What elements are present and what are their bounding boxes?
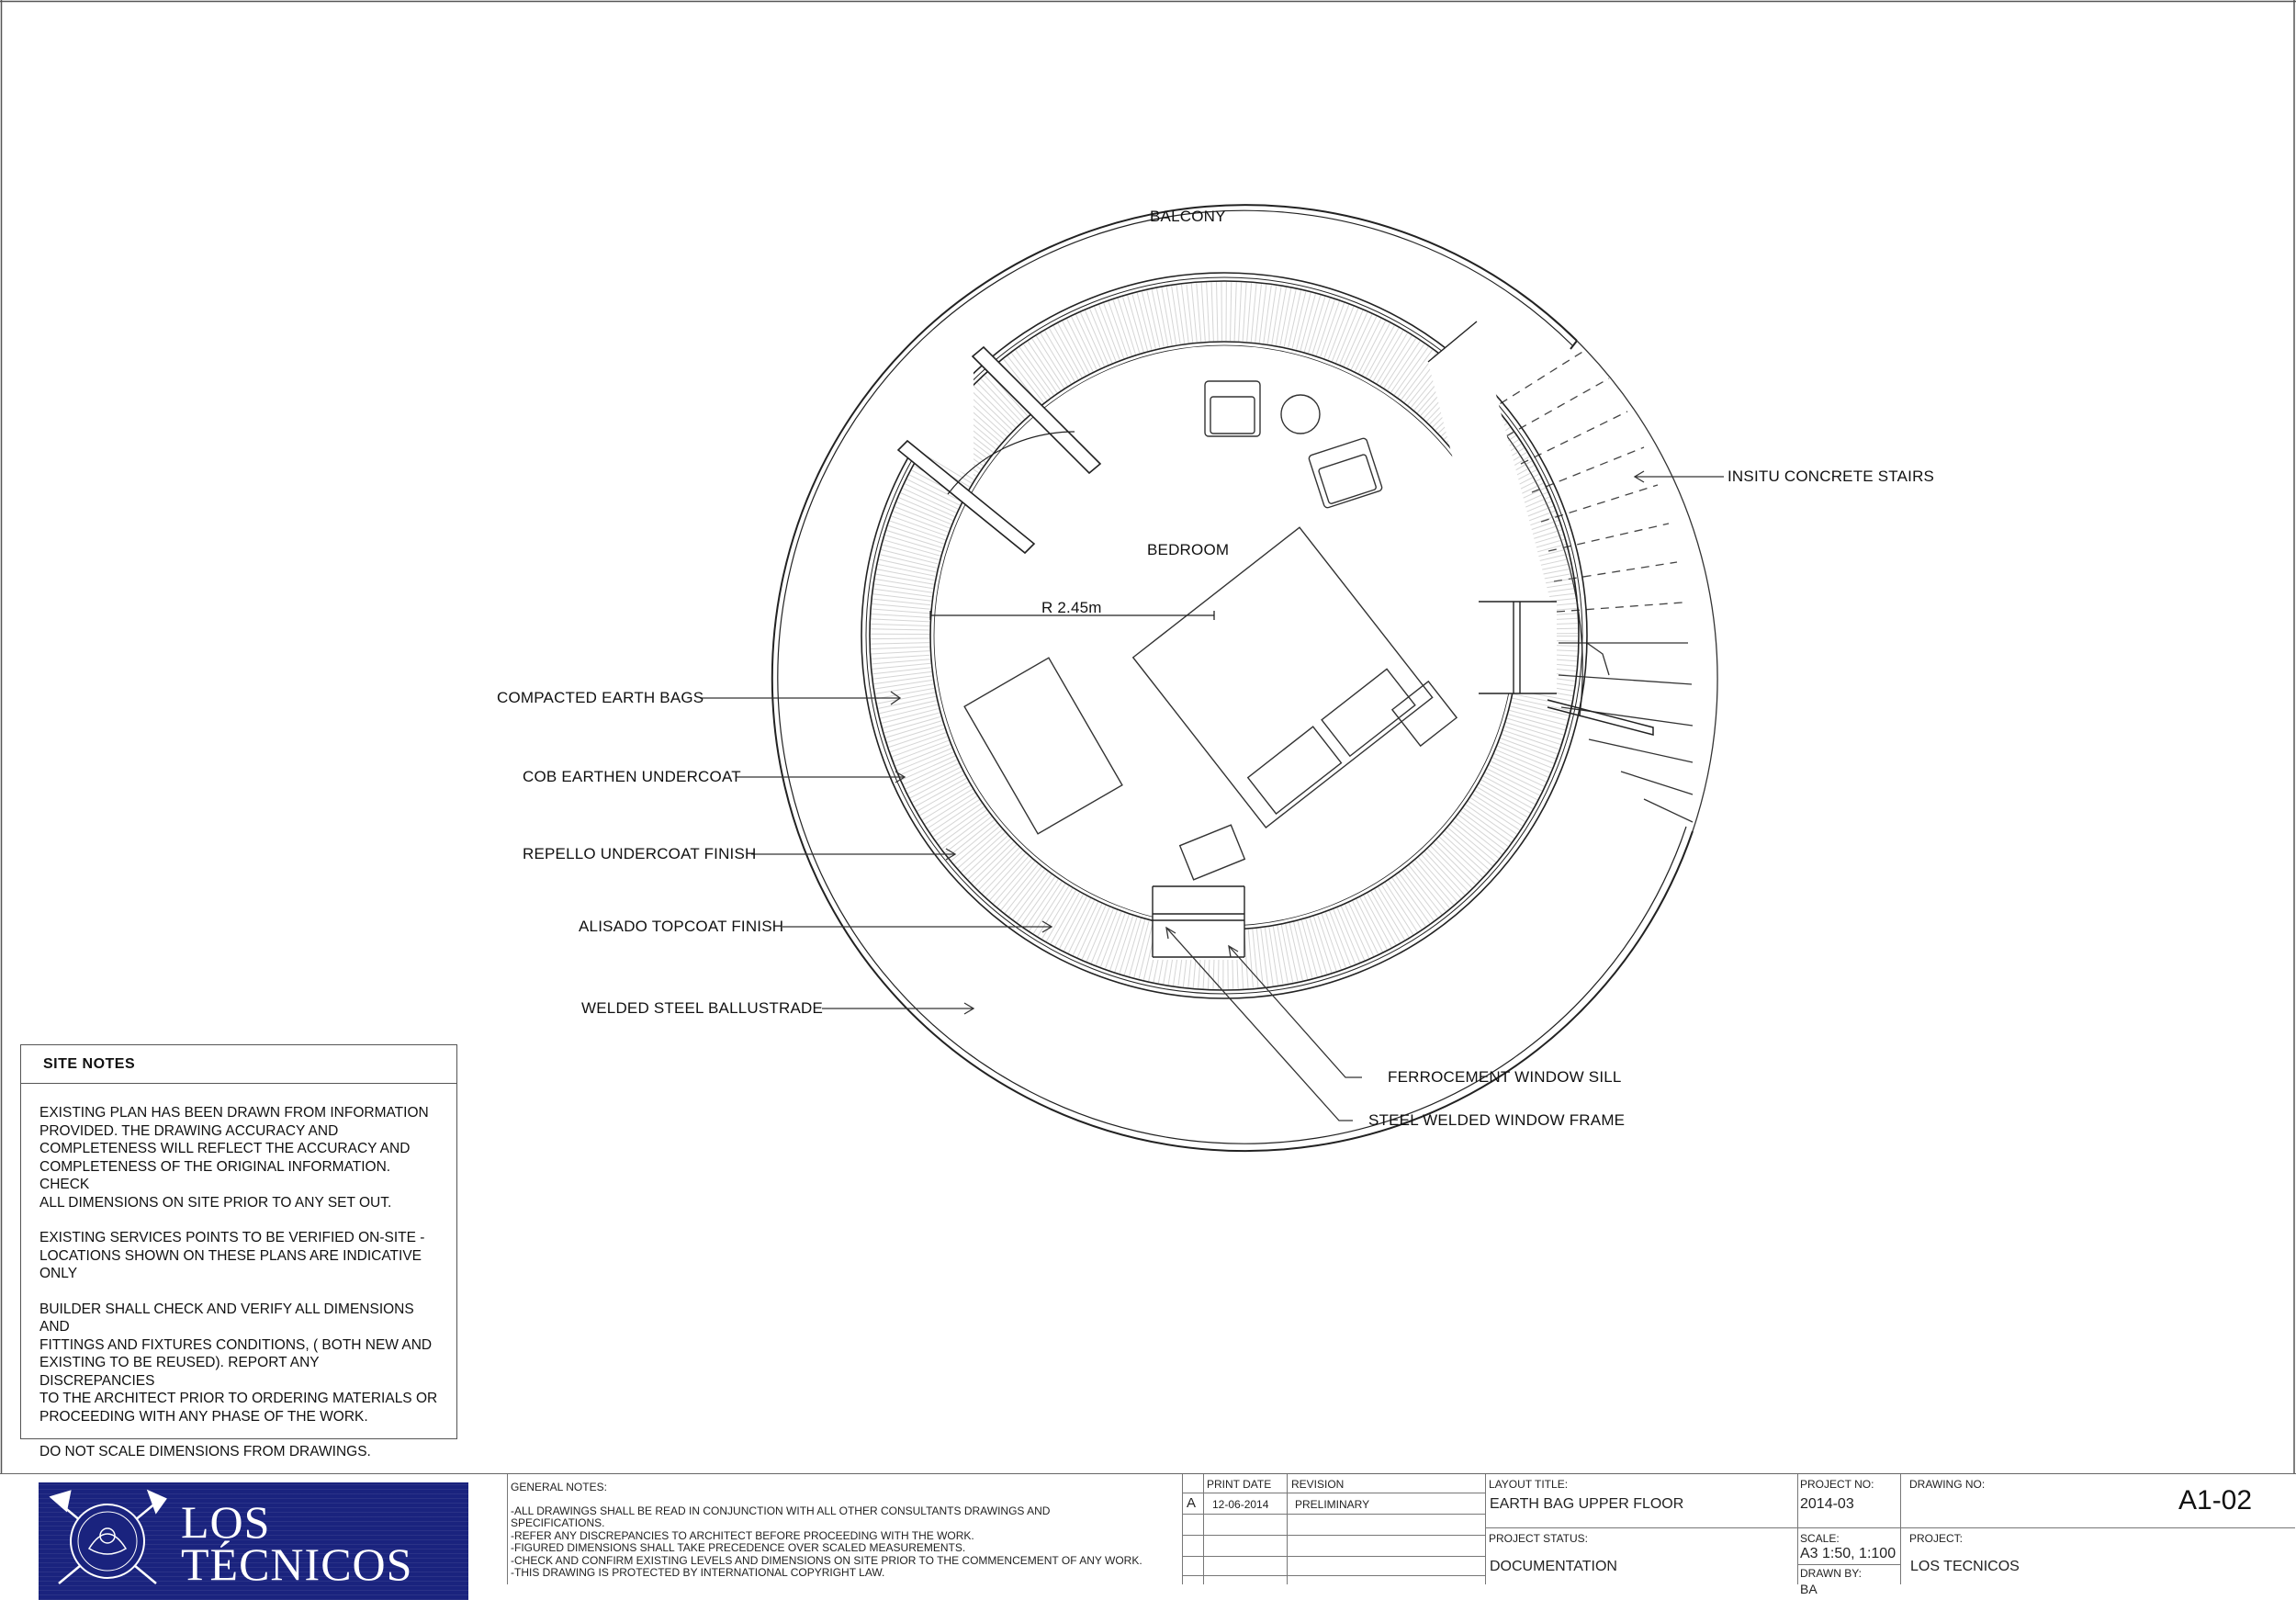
project-name: LOS TECNICOS: [1910, 1559, 2020, 1574]
label-radius: R 2.45m: [1041, 599, 1102, 616]
project-status-label: PROJECT STATUS:: [1489, 1532, 1589, 1545]
scale-label: SCALE:: [1800, 1532, 1840, 1545]
site-note: EXISTING SERVICES POINTS TO BE VERIFIED ON-SITE - LOCATIONS SHOWN ON THESE PLANS ARE INDICATIVE ONLY: [39, 1230, 425, 1281]
drawn-by: BA: [1800, 1582, 1818, 1596]
general-note-line: -REFER ANY DISCREPANCIES TO ARCHITECT BEFORE PROCEEDING WITH THE WORK.: [511, 1528, 974, 1542]
layout-title-label: LAYOUT TITLE:: [1489, 1478, 1569, 1491]
drawing-number: A1-02: [2178, 1485, 2253, 1515]
site-notes-title: SITE NOTES: [21, 1045, 456, 1084]
general-note-line: -CHECK AND CONFIRM EXISTING LEVELS AND DIMENSIONS ON SITE PRIOR TO THE COMMENCEMENT OF ANY WORK.: [511, 1553, 1142, 1567]
general-notes-title: GENERAL NOTES:: [511, 1481, 607, 1493]
layout-title: EARTH BAG UPPER FLOOR: [1490, 1496, 1684, 1512]
label-window-frame: STEEL WELDED WINDOW FRAME: [1368, 1111, 1626, 1129]
site-note: DO NOT SCALE DIMENSIONS FROM DRAWINGS.: [39, 1444, 371, 1459]
general-note-line: -FIGURED DIMENSIONS SHALL TAKE PRECEDENCE OVER SCALED MEASUREMENTS.: [511, 1541, 966, 1554]
general-notes: [511, 1482, 1142, 1580]
logo-word-los: LOS: [181, 1496, 271, 1548]
label-bedroom: BEDROOM: [1147, 541, 1230, 558]
label-earth-bags: COMPACTED EARTH BAGS: [497, 689, 704, 706]
furniture: [964, 381, 1457, 880]
site-note: BUILDER SHALL CHECK AND VERIFY ALL DIMENSIONS AND FITTINGS AND FIXTURES CONDITIONS, ( BOTH NEW AND EXISTING TO BE REUSED). REPORT ANY DISCREPANCIES TO THE ARCHITECT PRIOR TO ORDERING MATERIALS OR PROCEEDING WITH ANY PHASE OF THE WORK.: [39, 1301, 438, 1425]
seal-icon: [39, 1482, 176, 1600]
revision-description: PRELIMINARY: [1295, 1498, 1370, 1511]
label-ballustrade: WELDED STEEL BALLUSTRADE: [581, 999, 824, 1017]
revision-header: REVISION: [1291, 1478, 1345, 1491]
revision-letter: A: [1187, 1495, 1197, 1511]
label-repello: REPELLO UNDERCOAT FINISH: [523, 845, 757, 862]
general-note-line: SPECIFICATIONS.: [511, 1516, 605, 1529]
revision-date: 12-06-2014: [1212, 1498, 1269, 1511]
print-date-header: PRINT DATE: [1207, 1478, 1272, 1491]
project-label: PROJECT:: [1909, 1532, 1964, 1545]
label-alisado: ALISADO TOPCOAT FINISH: [579, 918, 784, 935]
drawing-no-label: DRAWING NO:: [1909, 1478, 1986, 1491]
label-stairs: INSITU CONCRETE STAIRS: [1728, 468, 1935, 485]
general-note-line: -THIS DRAWING IS PROTECTED BY INTERNATIONAL COPYRIGHT LAW.: [511, 1566, 885, 1579]
project-no: 2014-03: [1800, 1496, 1854, 1512]
site-notes-panel: [20, 1044, 457, 1459]
project-no-label: PROJECT NO:: [1800, 1478, 1874, 1491]
project-status: DOCUMENTATION: [1490, 1559, 1617, 1574]
company-logo: [39, 1482, 468, 1600]
label-window-sill: FERROCEMENT WINDOW SILL: [1388, 1068, 1622, 1086]
label-balcony: BALCONY: [1150, 208, 1226, 225]
scale-value: A3 1:50, 1:100: [1800, 1546, 1896, 1561]
window-openings: [895, 321, 1557, 960]
general-note-line: -ALL DRAWINGS SHALL BE READ IN CONJUNCTION WITH ALL OTHER CONSULTANTS DRAWINGS AND: [511, 1504, 1051, 1517]
label-cob: COB EARTHEN UNDERCOAT: [523, 768, 741, 785]
site-note: EXISTING PLAN HAS BEEN DRAWN FROM INFORMATION PROVIDED. THE DRAWING ACCURACY AND COMPLETENESS WILL REFLECT THE ACCURACY AND COMPLETENESS OF THE ORIGINAL INFORMATION. CHECK ALL DIMENSIONS ON SITE PRIOR TO ANY SET OUT.: [39, 1105, 429, 1211]
drawn-by-label: DRAWN BY:: [1800, 1567, 1862, 1580]
title-block: [0, 1473, 2296, 1596]
logo-word-tecnicos: TÉCNICOS: [181, 1538, 413, 1590]
